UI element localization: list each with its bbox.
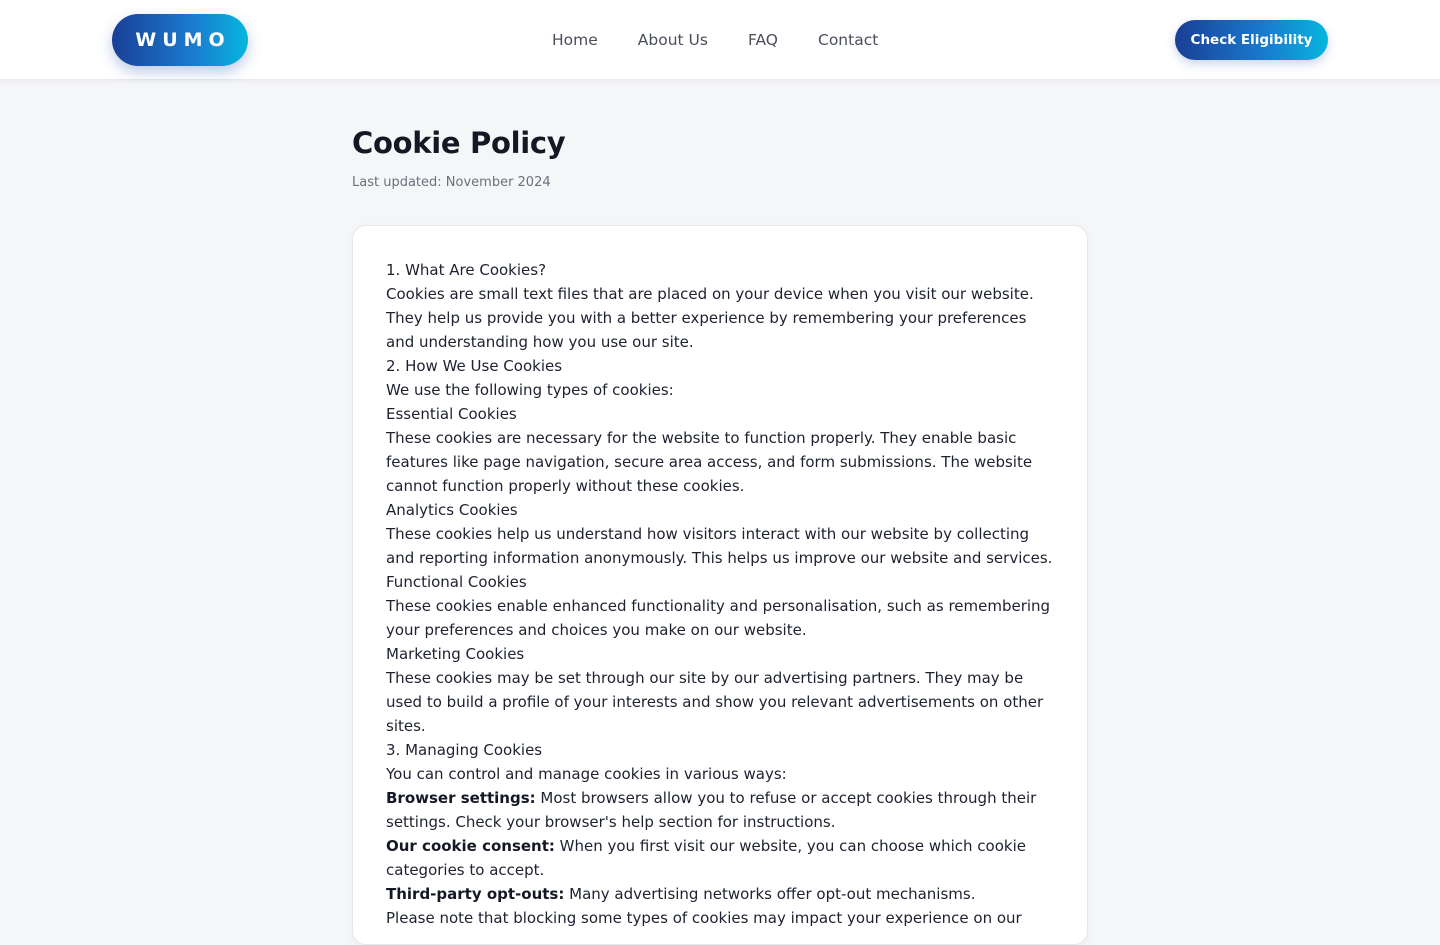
nav-link-home[interactable]: Home xyxy=(552,31,598,49)
browser-settings-item xyxy=(386,786,1055,834)
section-2-intro: We use the following types of cookies: xyxy=(386,381,674,399)
section-1-body: Cookies are small text files that are placed on your device when you visit our website. They help us provide you with a better experience by remembering your preferences and understanding how you use our site. xyxy=(386,285,1034,351)
third-party-optout-text: Many advertising networks offer opt-out mechanisms. xyxy=(564,885,976,903)
cookie-consent-text: When you first visit our website, you can choose which cookie categories to accept. xyxy=(386,837,1026,879)
third-party-optout-label: Third-party opt-outs: xyxy=(386,885,565,903)
analytics-cookies-body: These cookies help us understand how visitors interact with our website by collecting and reporting information anonymously. This helps us improve our website and services. xyxy=(386,525,1053,567)
third-party-optout-item xyxy=(386,882,1055,906)
blocking-note: Please note that blocking some types of cookies may impact your experience on our xyxy=(386,909,1022,927)
browser-settings-label: Browser settings: xyxy=(386,789,536,807)
site-header xyxy=(0,0,1440,80)
policy-content-card xyxy=(352,225,1088,945)
last-updated-text: Last updated: November 2024 xyxy=(352,175,551,190)
cookie-consent-label: Our cookie consent: xyxy=(386,837,555,855)
main-nav xyxy=(552,0,878,80)
wumo-logo[interactable]: WUMO xyxy=(112,14,248,66)
analytics-cookies-heading: Analytics Cookies xyxy=(386,501,518,519)
essential-cookies-heading: Essential Cookies xyxy=(386,405,517,423)
page-title: Cookie Policy xyxy=(352,126,566,160)
section-2-heading: 2. How We Use Cookies xyxy=(386,357,563,375)
check-eligibility-button[interactable]: Check Eligibility xyxy=(1175,20,1328,60)
section-3-intro: You can control and manage cookies in various ways: xyxy=(386,765,787,783)
cookie-consent-item xyxy=(386,834,1055,882)
marketing-cookies-heading: Marketing Cookies xyxy=(386,645,525,663)
functional-cookies-heading: Functional Cookies xyxy=(386,573,527,591)
functional-cookies-body: These cookies enable enhanced functionality and personalisation, such as remembering your preferences and choices you make on our website. xyxy=(386,597,1051,639)
essential-cookies-body: These cookies are necessary for the website to function properly. They enable basic features like page navigation, secure area access, and form submissions. The website cannot function properly without these cookies. xyxy=(386,429,1033,495)
section-1-heading: 1. What Are Cookies? xyxy=(386,261,547,279)
nav-link-about-us[interactable]: About Us xyxy=(637,31,708,49)
nav-link-contact[interactable]: Contact xyxy=(818,31,879,49)
nav-link-faq[interactable]: FAQ xyxy=(747,31,778,49)
section-3-heading: 3. Managing Cookies xyxy=(386,741,543,759)
browser-settings-text: Most browsers allow you to refuse or accept cookies through their settings. Check your browser's help section for instructions. xyxy=(386,789,1037,831)
marketing-cookies-body: These cookies may be set through our site by our advertising partners. They may be used to build a profile of your interests and show you relevant advertisements on other sites. xyxy=(386,669,1044,735)
